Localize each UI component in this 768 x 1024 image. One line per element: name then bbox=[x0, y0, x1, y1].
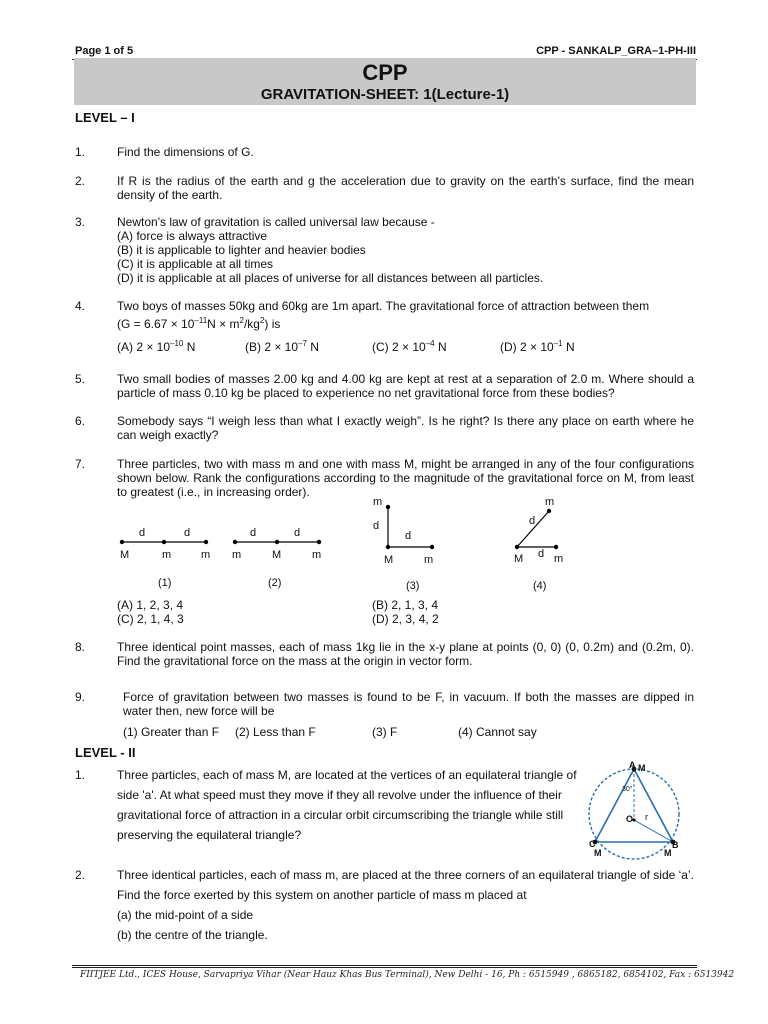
question-number: 6. bbox=[75, 414, 86, 428]
option: (A) 1, 2, 3, 4 bbox=[117, 598, 184, 612]
option: (2) Less than F bbox=[235, 725, 316, 739]
question-number: 7. bbox=[75, 457, 86, 471]
distance-label: d bbox=[250, 527, 257, 539]
level-1-heading: LEVEL – I bbox=[75, 110, 135, 125]
question-text-line: Three identical particles, each of mass m, are placed at the three corners of an equilateral triangle of side ‘a’. bbox=[117, 868, 694, 882]
page-subtitle: GRAVITATION-SHEET: 1(Lecture-1) bbox=[260, 86, 510, 103]
mass-label: m bbox=[201, 549, 211, 561]
configuration-caption: (4) bbox=[533, 580, 547, 592]
mass-label: m bbox=[554, 553, 564, 565]
title-banner bbox=[74, 58, 696, 105]
mass-label: M bbox=[384, 554, 394, 566]
question-text: Two small bodies of masses 2.00 kg and 4.00 kg are kept at rest at a separation of 2.0 m. Where should a particle of mass 0.10 kg be placed to experience no net gravitational force from these bodies? bbox=[117, 372, 694, 400]
mass-label: m bbox=[312, 549, 322, 561]
configuration-caption: (2) bbox=[268, 577, 282, 589]
mass-label: M bbox=[120, 549, 130, 561]
question-number: 1. bbox=[75, 768, 86, 782]
question-number: 2. bbox=[75, 174, 86, 188]
option: (D) it is applicable at all places of universe for all distances between all particles. bbox=[117, 271, 544, 285]
option: (D) 2, 3, 4, 2 bbox=[372, 612, 439, 626]
configuration-figure bbox=[110, 495, 590, 595]
mass-label: M bbox=[272, 549, 282, 561]
option: (B) $2 \times 10^{-7}$ N bbox=[245, 339, 319, 354]
configuration-3 bbox=[386, 505, 434, 549]
option: (C) it is applicable at all times bbox=[117, 257, 274, 271]
question-text-line: side 'a'. At what speed must they move if they all revolve under the influence of their bbox=[117, 788, 562, 802]
question-text-line: (b) the centre of the triangle. bbox=[117, 928, 268, 942]
vertex-label: C bbox=[589, 839, 596, 849]
question-number: 5. bbox=[75, 372, 86, 386]
mass-label: m bbox=[162, 549, 172, 561]
mass-label: m bbox=[232, 549, 242, 561]
distance-label: d bbox=[538, 548, 545, 560]
mass-label: m bbox=[545, 496, 555, 508]
question-number: 8. bbox=[75, 640, 86, 654]
question-text: Somebody says “I weigh less than what I exactly weigh”. Is he right? Is there any place on earth where he can weigh exactly? bbox=[117, 414, 694, 442]
question-text: Force of gravitation between two masses is found to be F, in vacuum. If both the masses are dipped in water then, new force will be bbox=[123, 690, 694, 718]
footer-rule bbox=[72, 967, 697, 968]
radius-label: r bbox=[645, 812, 648, 822]
vertex-label: B bbox=[672, 840, 679, 850]
distance-label: d bbox=[294, 527, 301, 539]
option: (A) force is always attractive bbox=[117, 229, 268, 243]
distance-label: d bbox=[139, 527, 146, 539]
question-number: 9. bbox=[75, 690, 86, 704]
question-text: Find the dimensions of G. bbox=[117, 145, 254, 159]
option: (C) 2, 1, 4, 3 bbox=[117, 612, 184, 626]
configuration-4 bbox=[515, 509, 558, 549]
gravitational-constant: $(G = 6.67 \times 10^{-11}N \times m^2/kg^2)$ is bbox=[117, 316, 281, 331]
question-text: Three particles, two with mass m and one with mass M, might be arranged in any of the four configurations shown below. Rank the configurations according to the magnitude of the gravitational force on M, from least to greatest (i.e., in increasing order). bbox=[117, 457, 694, 499]
level-2-heading: LEVEL - II bbox=[75, 745, 136, 760]
option: (1) Greater than F bbox=[123, 725, 220, 739]
question-text-line: preserving the equilateral triangle? bbox=[117, 828, 302, 842]
option: (D) $2 \times 10^{-1}$ N bbox=[500, 339, 575, 354]
configuration-2 bbox=[233, 540, 321, 544]
page-title: CPP bbox=[362, 60, 408, 85]
question-text: Three identical point masses, each of mass 1kg lie in the x-y plane at points (0, 0) (0, 0.2m) and (0.2m, 0). Find the gravitational force on the mass at the origin in vector form. bbox=[117, 640, 694, 668]
question-text: If R is the radius of the earth and g the acceleration due to gravity on the earth's surface, find the mean density of the earth. bbox=[117, 174, 694, 202]
question-text-line: (a) the mid-point of a side bbox=[117, 908, 254, 922]
question-number: 3. bbox=[75, 215, 86, 229]
question-text: Newton's law of gravitation is called universal law because - bbox=[117, 215, 435, 229]
option: (4) Cannot say bbox=[458, 725, 537, 739]
vertex-label: A bbox=[629, 760, 636, 770]
mass-label: m bbox=[373, 496, 383, 508]
mass-label: m bbox=[424, 554, 434, 566]
question-number: 2. bbox=[75, 868, 86, 882]
footer-rule bbox=[72, 965, 697, 966]
option: (B) it is applicable to lighter and heavier bodies bbox=[117, 243, 366, 257]
option: (A) $2 \times 10^{-10}$ N bbox=[117, 339, 196, 354]
center-label: O bbox=[626, 814, 634, 824]
page-number: Page 1 of 5 bbox=[75, 45, 134, 57]
configuration-caption: (3) bbox=[406, 580, 420, 592]
distance-label: d bbox=[184, 527, 191, 539]
option: (B) 2, 1, 3, 4 bbox=[372, 598, 439, 612]
option: (3) F bbox=[372, 725, 398, 739]
footer-address: FIITJEE Ltd., ICES House, Sarvapriya Vihar (Near Hauz Khas Bus Terminal), New Delhi - 16, Ph : 6515949 , 6865182, 6854102, Fax : 6513942 bbox=[80, 970, 735, 980]
distance-label: d bbox=[373, 520, 380, 532]
distance-label: d bbox=[405, 530, 412, 542]
angle-label: 30° bbox=[622, 786, 633, 793]
document-code: CPP - SANKALP_GRA–1-PH-III bbox=[536, 45, 696, 57]
configuration-1 bbox=[120, 540, 208, 544]
mass-label: M bbox=[594, 848, 602, 858]
question-text-line: Find the force exerted by this system on another particle of mass m placed at bbox=[117, 888, 527, 902]
mass-label: M bbox=[664, 848, 672, 858]
question-text: Two boys of masses 50kg and 60kg are 1m apart. The gravitational force of attraction between them bbox=[117, 299, 650, 313]
question-text-line: gravitational force of attraction in a circular orbit circumscribing the triangle while still bbox=[117, 808, 564, 822]
question-text-line: Three particles, each of mass M, are located at the vertices of an equilateral triangle of bbox=[117, 768, 577, 782]
mass-label: M bbox=[514, 553, 524, 565]
mass-label: M bbox=[638, 763, 646, 773]
question-number: 1. bbox=[75, 145, 86, 159]
question-number: 4. bbox=[75, 299, 86, 313]
option: (C) $2 \times 10^{-4}$ N bbox=[372, 339, 447, 354]
distance-label: d bbox=[529, 515, 536, 527]
configuration-caption: (1) bbox=[158, 577, 172, 589]
